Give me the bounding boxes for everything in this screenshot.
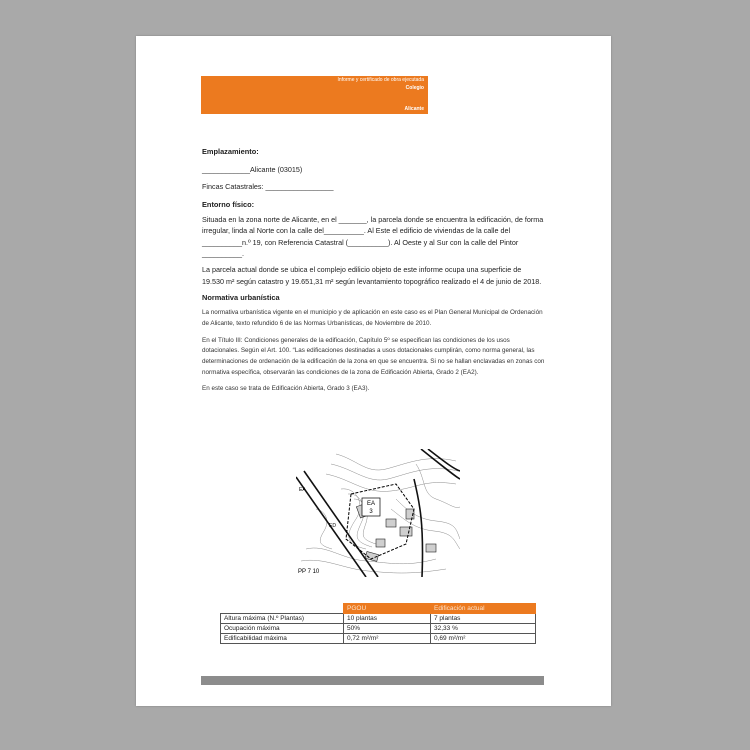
map-label-grade: 3 xyxy=(369,509,373,515)
map-label-pp: PP 7 10 xyxy=(298,569,320,575)
zoning-map-drawing xyxy=(296,449,460,577)
urban-zoning-map xyxy=(296,449,460,577)
address-line: ____________Alicante (03015) xyxy=(202,165,303,174)
table-header-cell: PGOU xyxy=(344,604,431,614)
table-cell: 7 plantas xyxy=(431,614,536,624)
table-row xyxy=(221,634,536,644)
table-cell: Ocupación máxima xyxy=(221,624,344,634)
normativa-paragraph-3: En este caso se trata de Edificación Abierta, Grado 3 (EA3). xyxy=(202,385,370,393)
table-cell: 50% xyxy=(344,624,431,634)
table-row xyxy=(221,614,536,624)
table-header-row xyxy=(221,604,536,614)
normativa-paragraph-2: En el Título III: Condiciones generales de la edificación, Capítulo 5º se especifican las condiciones de los usos dotacionales. Según el Art. 100. “Las edificaciones destinadas a usos dotacionales cumplirán, como norma general, las determinaciones de ordenación de la edificación de la zona en que se encuentra. Si no se hallan enclavadas en zonas con normativa específica, observarán las condiciones de la zona de Edificación Abierta, Grado 2 (EA2). xyxy=(202,336,545,376)
header-banner xyxy=(201,76,428,114)
fincas-line: Fincas Catastrales: _________________ xyxy=(202,182,334,192)
table-cell: Edificabilidad máxima xyxy=(221,634,344,644)
map-label-ed: ED xyxy=(329,523,336,529)
normativa-paragraph-1: La normativa urbanística vigente en el municipio y de aplicación en este caso es el Plan General Municipal de Ordenación de Alicante, texto refundido 6 de las Normas Urbanísticas, de Noviembre de 2010. xyxy=(202,309,543,327)
table-cell: Altura máxima (N.º Plantas) xyxy=(221,614,344,624)
entorno-heading: Entorno físico: xyxy=(202,199,255,209)
header-subtitle: Colegio xyxy=(405,85,424,91)
table-cell: 0,72 m²/m² xyxy=(344,634,431,644)
table-cell: 32,33 % xyxy=(431,624,536,634)
normativa-heading: Normativa urbanística xyxy=(202,293,280,303)
map-label-ea-left: EA xyxy=(299,487,306,493)
footer-bar xyxy=(201,676,544,685)
header-title: Informe y certificado de obra ejecutada xyxy=(337,77,424,83)
table-cell: 0,69 m²/m² xyxy=(431,634,536,644)
table-row xyxy=(221,624,536,634)
entorno-paragraph-1: Situada en la zona norte de Alicante, en el _______, la parcela donde se encuentra la edificación, de forma irregular, linda al Norte con la calle del__________. Al Este el edificio de viviendas de la calle del __________n.º 19, con Referencia Catastral (__________). Al Oeste y al Sur con la calle del Pintor __________. xyxy=(202,214,544,259)
table-cell: 10 plantas xyxy=(344,614,431,624)
entorno-paragraph-2: La parcela actual donde se ubica el complejo edilicio objeto de este informe ocupa una superficie de 19.530 m² según catastro y 19.651,31 m² según levantamiento topográfico realizado el 4 de junio de 2018. xyxy=(202,265,542,286)
map-label-ea: EA xyxy=(366,501,376,507)
document-body xyxy=(202,147,545,395)
emplazamiento-heading: Emplazamiento: xyxy=(202,147,259,156)
header-city: Alicante xyxy=(404,106,424,112)
table-header-cell: Edificación actual xyxy=(431,604,536,614)
comparison-table xyxy=(220,603,536,644)
document-page xyxy=(136,36,611,706)
table-header-cell xyxy=(221,604,344,614)
